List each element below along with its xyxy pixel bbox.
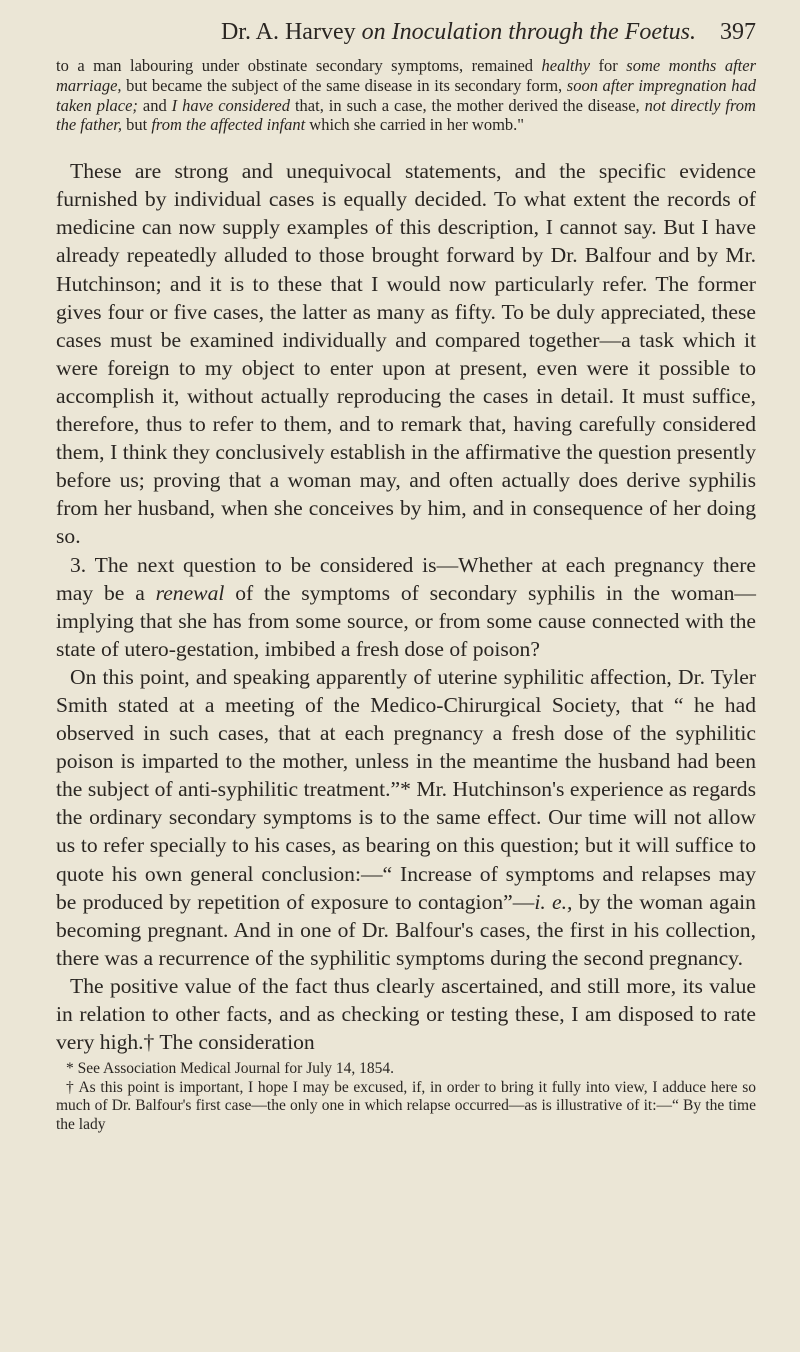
text-run: of the symptoms of secondary syphilis in the woman—implying that she has from some source, or from some cause connected with the state of utero-gestation, imbibed a fresh dose of poison? bbox=[56, 580, 756, 661]
paragraph bbox=[56, 157, 756, 550]
footnote: * See Association Medical Journal for July 14, 1854. bbox=[66, 1060, 395, 1078]
text-run: and bbox=[142, 95, 172, 115]
author-name: Dr. A. Harvey bbox=[220, 19, 356, 45]
footnote: † As this point is important, I hope I may be excused, if, in order to bring it fully into view, I adduce here so much of Dr. Balfour's first case—the only one in which relapse occurred—as is illustrative of it:—“ By the time the lady bbox=[56, 1078, 756, 1133]
text-run: that, in such a case, the mother derived the disease, bbox=[290, 95, 645, 115]
page-number: 397 bbox=[720, 19, 756, 45]
text-run: These are strong and unequivocal statements, and the specific evidence furnished by individual cases is equally decided. To what extent the records of medicine can now supply examples of this description, I cannot say. But I have already repeatedly alluded to those brought forward by Dr. Balfour and by Mr. Hutchinson; and it is to these that I would now particularly refer. The former gives four or five cases, the latter as many as fifty. To be duly appreciated, these cases must be examined individually and compared together—a task which it were foreign to my object to enter upon at present, even were it possible to accomplish it, without actually reproducing the cases in detail. It must suffice, therefore, thus to refer to them, and to remark that, having carefully considered them, I think they conclusively establish in the affirmative the question presently before us; proving that a woman may, and often actually does derive syphilis from her husband, when she conceives by him, and in consequence of her doing so. bbox=[56, 159, 756, 549]
footnotes bbox=[56, 1060, 756, 1134]
text-run: which she carried in her womb." bbox=[305, 115, 525, 135]
italic-text: some months after marriage, bbox=[56, 56, 756, 95]
text-run: 3. The next question to be considered is—Whether at each pregnancy there may be a bbox=[56, 552, 756, 605]
italic-text: healthy bbox=[541, 56, 591, 75]
paragraph bbox=[56, 972, 756, 1056]
title-preposition: on bbox=[361, 19, 386, 45]
running-head bbox=[56, 0, 756, 46]
text-run: for bbox=[590, 56, 627, 75]
text-run: but bbox=[122, 115, 152, 135]
paragraph bbox=[56, 663, 756, 972]
text-run: The positive value of the fact thus clearly ascertained, and still more, its value in relation to other facts, and as checking or testing these, I am disposed to rate very high.† The consideration bbox=[56, 973, 756, 1055]
paragraph bbox=[56, 551, 756, 663]
italic-text: not directly from the father, bbox=[56, 95, 756, 135]
text-run: by the woman again becoming pregnant. And in one of Dr. Balfour's cases, the first in his collection, there was a recurrence of the syphilitic symptoms during the second pregnancy. bbox=[56, 889, 756, 970]
italic-text: i. e., bbox=[534, 889, 573, 914]
text-run: but became the subject of the same disease in its secondary form, bbox=[121, 75, 567, 95]
text-run: to a man labouring under obstinate secondary symptoms, remained bbox=[56, 56, 542, 75]
italic-text: soon after impregnation had taken place; bbox=[56, 75, 756, 115]
italic-text: renewal bbox=[155, 580, 225, 605]
text-run: On this point, and speaking apparently of uterine syphilitic affection, Dr. Tyler Smith stated at a meeting of the Medico-Chirurgical Society, that “ he had observed in such cases, that at each pregnancy a fresh dose of the syphilitic poison is imparted to the mother, unless in the meantime the husband had been the subject of anti-syphilitic treatment.”* Mr. Hutchinson's experience as regards the ordinary secondary symptoms is to the same effect. Our time will not allow us to refer specially to his cases, as bearing on this question; but it will suffice to quote his own general conclusion:—“ Increase of symptoms and relapses may be produced by repetition of exposure to contagion”— bbox=[56, 664, 756, 914]
book-page bbox=[56, 0, 756, 1135]
running-title bbox=[221, 19, 696, 46]
body-text bbox=[56, 157, 756, 1056]
italic-text: I have considered bbox=[171, 95, 290, 115]
quoted-passage bbox=[56, 56, 756, 135]
article-title: Inoculation through the Foetus. bbox=[391, 19, 696, 45]
italic-text: from the affected infant bbox=[151, 115, 306, 135]
